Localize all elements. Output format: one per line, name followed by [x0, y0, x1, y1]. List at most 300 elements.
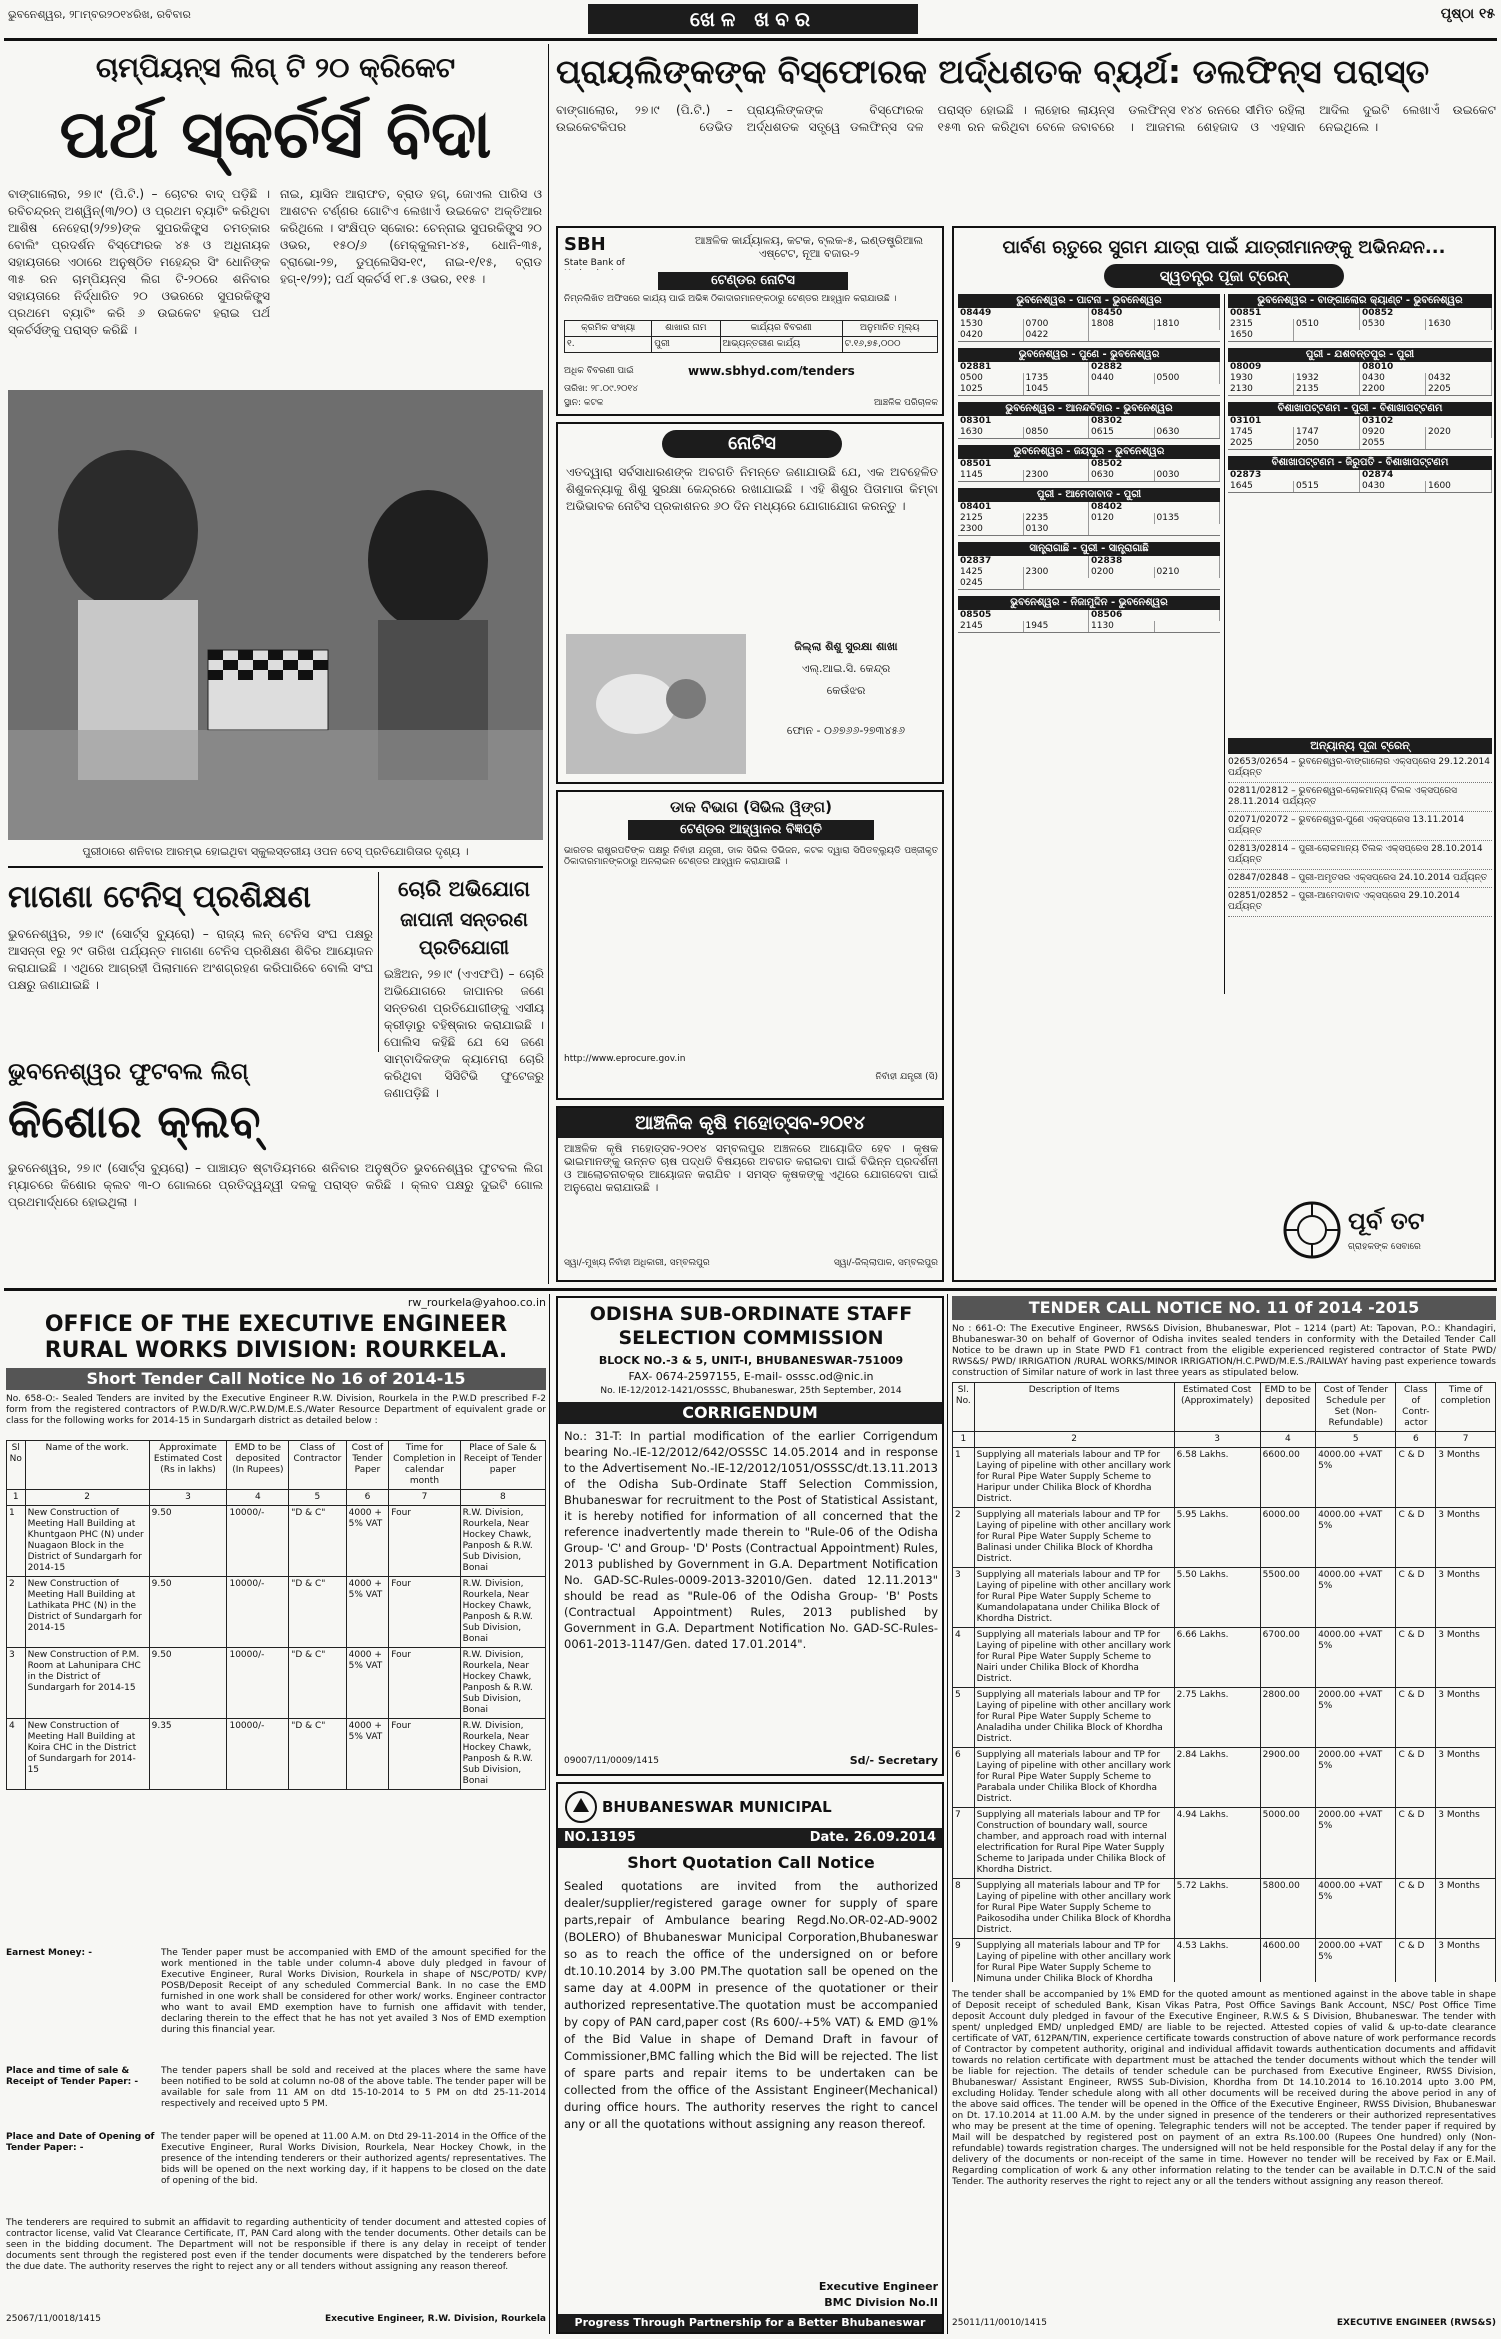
rw-table: [6, 1440, 546, 1940]
table-header-row: [953, 1383, 1496, 1432]
football-kicker: ଭୁବନେଶ୍ୱର ଫୁଟବଲ ଲିଗ୍: [8, 1059, 249, 1085]
table-header-cell: Description of Items: [974, 1383, 1174, 1432]
bmc-slogan: Progress Through Partnership for a Better Bhubaneswar: [558, 2314, 942, 2332]
table-cell: 6: [953, 1748, 975, 1808]
table-index-cell: 7: [389, 1490, 460, 1506]
lead-headline: ପର୍ଥ ସ୍କର୍ଚର୍ସ ବିଦା: [59, 96, 492, 173]
train-times: [958, 427, 1220, 438]
table-cell: 4.94 Lakhs.: [1174, 1808, 1260, 1879]
train-time: 0510: [1294, 319, 1360, 330]
train-time: 2200: [1360, 384, 1426, 395]
railway-puja-trains-ad: [952, 226, 1496, 1282]
railway-footer-sub: ଗ୍ରାହକଙ୍କ ସେବାରେ: [1348, 1242, 1421, 1252]
table-index-cell: 8: [460, 1490, 545, 1506]
sbh-th: କାର୍ଯ୍ୟର ବିବରଣୀ: [720, 321, 842, 337]
train-time: 2205: [1426, 384, 1492, 395]
table-index-cell: 2: [25, 1490, 149, 1506]
ossc-ref: No. IE-12/2012-1421/OSSSC, Bhubaneswar, 25th September, 2014: [600, 1386, 902, 1396]
postal-website-link[interactable]: http://www.eprocure.gov.in: [564, 1054, 686, 1064]
column-rule: [1224, 294, 1225, 994]
table-index-cell: 6: [346, 1490, 389, 1506]
table-row: [953, 1748, 1496, 1808]
japan-kicker: ଚୋରି ଅଭିଯୋଗ: [398, 877, 530, 901]
train-time: 0130: [1024, 524, 1090, 535]
train-time: 0200: [1089, 567, 1155, 578]
table-cell: 2: [7, 1577, 26, 1648]
train-time: 0030: [1155, 470, 1221, 481]
table-row: [953, 1628, 1496, 1688]
table-index-cell: 4: [227, 1490, 289, 1506]
train-number-down: 00852: [1360, 308, 1492, 319]
train-number-up: 02873: [1228, 470, 1360, 481]
train-time: 0432: [1426, 373, 1492, 384]
train-times: [958, 319, 1220, 341]
table-cell: 2000.00 +VAT 5%: [1316, 1939, 1396, 1983]
chess-photo-illustration: [8, 390, 543, 840]
table-cell: R.W. Division, Rourkela, Near Hockey Chawk, Panposh & R.W. Sub Division, Bonai: [460, 1648, 545, 1719]
table-header-cell: Time of completion: [1436, 1383, 1496, 1432]
train-route-block: [958, 348, 1220, 396]
table-cell: New Construction of Meeting Hall Building at Khuntgaon PHC (N) under Nuagaon Block in the District of Sundargarh for 2014-15: [25, 1506, 149, 1577]
sbh-intro: ନିମ୍ନଲିଖିତ ଅଫିସରେ କାର୍ଯ୍ୟ ପାଇଁ ଅଭିଜ୍ଞ ଠିକାଦାରମାନଙ୍କଠାରୁ ଟେଣ୍ଡର ଆହ୍ୱାନ କରାଯାଉଛି ।: [564, 294, 897, 304]
postal-tender-notice: [556, 790, 944, 1100]
train-route-block: [1228, 294, 1492, 342]
table-cell: 4000.00 +VAT 5%: [1316, 1568, 1396, 1628]
train-route-block: [1228, 456, 1492, 493]
train-time: 1745: [1228, 427, 1294, 438]
railway-routes-left: [958, 294, 1220, 994]
table-cell: Supplying all materials labour and TP for Laying of pipeline with other ancillary work for Rural Pipe Water Supply Scheme to Nimuna under Chilika Block of Khordha: [974, 1939, 1174, 1983]
sbh-tender-notice: [556, 226, 944, 416]
rwss-footer-text: The tender shall be accompanied by 1% EMD for the quoted amount as mentioned against in the above table in shape of Deposit receipt of scheduled Bank, Kisan Vikas Patra, Post Office Savings Bank Account, NSC/ Post Office Time deposit Account duly pledged in favour of the Executive Engineer, R.W.S & S Division, Bhubaneswar. The tender with spent/ unpledged EMD/ unpledged EMD/ are liable to be rejected. Attested copies of valid & up-to-date clearance certificate of VAT, 612PAN/TIN, experience certificate towards construction of above nature of work performance records of Contractor by competent authority, original and individual affidavit towards authentication documents and affidavit towards no relation certificate with department must be attached the tender documents without which the tender will be liable for rejection. The details of tender schedule can be purchased from Executive Engineer, RWSS Division, Bhubaneswar/ Assistant Engineer, RWSS Sub-Division, Khordha from Dt 14.10.2014 to 16.10.2014 upto 3.00 PM, excluding Holiday. Tender schedule along with all other documents will be received during the above period in any of the above said offices. The tender will be opened in the Office of the Executive Engineer, RWSS Division, Bhubaneswar on Dt. 17.10.2014 at 11.00 A.M. by the under signed in presence of the tenderers or their authorized representatives who may be present at the time of opening. Telegraphic tenders will not be accepted. The tender paper if required by Mail will be despatched by registered post on payment of an extra Rs.100.00 (Rupees One hundred) only (Non-refundable) towards registration charges. The undersigned will not be held responsible for the Postal delay if any for the delivery of the documents or non-receipt of the same in time. However no tender will be received by Fax or E.Mail. Regarding complication of work & any other information relating to the tender can be available in D.T.C.N of the said Tender. The authority reserves the right to reject any or all the tenders without assigning any reason thereof.: [952, 1990, 1496, 2187]
train-times: [958, 513, 1220, 535]
train-number-up: 08009: [1228, 362, 1360, 373]
ossc-body: No.: 31-T: In partial modification of the earlier Corrigendum bearing No.-IE-12/2012/642/OSSSC 14.05.2014 and in response to the Advertisement No.-IE-12/2012/1051/OSSSC/dt.13.11.2013 of the Odisha Sub-Ordinate Staff Selection Commission, Bhubaneswar for recruitment to the Post of Statistical Assistant, it is hereby notified for information of all concerned that the reference inadvertently made therein to "Rule-06 of the Odisha Group- 'C' and Group- 'D' Posts (Contractual Appointment) Rules, 2013 published by Government in G.A. Department Notification No. GAD-SC-Rules-0009-2013-32010/Gen. dated 12.11.2013" should be read as "Rule-06 of the Odisha Group- 'B' Posts (Contractual Appointment) Rules, 2013 published by Government in G.A. Department Notification No. GAD-SC-Rules-0061-2013-1147/Gen. dated 17.01.2014".: [564, 1429, 938, 1651]
notice-office-2: ଏଲ୍.ଆଇ.ସି. କେନ୍ଦ୍ର: [801, 662, 891, 675]
train-time: 1650: [1228, 330, 1294, 341]
train-time: 2020: [1426, 427, 1492, 438]
table-row: [953, 1808, 1496, 1879]
bmc-title: BHUBANESWAR MUNICIPAL: [602, 1798, 832, 1816]
train-numbers: [958, 459, 1220, 470]
table-cell: 2800.00: [1260, 1688, 1315, 1748]
sbh-website-label: ଅଧିକ ବିବରଣୀ ପାଇଁ: [564, 366, 634, 376]
table-cell: 4: [7, 1719, 26, 1790]
train-time: 0615: [1089, 427, 1155, 438]
train-time: 1130: [1089, 621, 1155, 632]
table-cell: 5.95 Lakhs.: [1174, 1508, 1260, 1568]
table-cell: 6.66 Lakhs.: [1174, 1628, 1260, 1688]
railway-other-label: ଅନ୍ୟାନ୍ୟ ପୂଜା ଟ୍ରେନ୍: [1228, 738, 1492, 754]
rw-office-line2: RURAL WORKS DIVISION: ROURKELA.: [44, 1338, 508, 1363]
table-cell: 9: [953, 1939, 975, 1983]
table-cell: 4000.00 +VAT 5%: [1316, 1508, 1396, 1568]
table-cell: R.W. Division, Rourkela, Near Hockey Chawk, Panposh & R.W. Sub Division, Bonai: [460, 1719, 545, 1790]
train-time: 1600: [1426, 481, 1492, 492]
rw-place-label: Place and time of sale & Receipt of Tender Paper: -: [6, 2066, 139, 2087]
krishi-title: ଆଞ୍ଚଳିକ କୃଷି ମହୋତ୍ସବ-୨୦୧୪: [558, 1108, 942, 1138]
rw-ref: 25067/11/0018/1415: [6, 2314, 101, 2324]
table-row: [953, 1879, 1496, 1939]
rwss-tender-notice: [952, 1296, 1496, 2336]
table-cell: C & D: [1396, 1879, 1436, 1939]
bmc-signature-1: Executive Engineer: [818, 2280, 938, 2293]
other-train-item: 02811/02812 – ଭୁବନେଶ୍ୱର-ଲୋକମାନ୍ୟ ତିଲକ ଏକ୍ସପ୍ରେସ 28.11.2014 ପର୍ଯ୍ୟନ୍ତ: [1228, 783, 1492, 812]
train-route-block: [1228, 402, 1492, 450]
train-time: 1945: [1024, 621, 1090, 632]
table-cell: C & D: [1396, 1808, 1436, 1879]
train-time: 1735: [1024, 373, 1090, 384]
train-number-up: 03101: [1228, 416, 1360, 427]
train-time: 1810: [1155, 319, 1221, 330]
railway-footer: [962, 1194, 1490, 1274]
sbh-date: ତାରିଖ: ୨୮.୦୯.୨୦୧୪: [564, 384, 638, 394]
dateline: ଭୁବନେଶ୍ୱର, ୨୮ାମ୍ବର୨୦୧୪ରିଖ, ରବିବାର: [8, 8, 191, 21]
train-route-block: [958, 294, 1220, 342]
train-times: [1228, 481, 1492, 492]
table-cell: 3: [953, 1568, 975, 1628]
train-time: 1045: [1024, 384, 1090, 395]
table-cell: 3 Months: [1436, 1879, 1496, 1939]
child-notice: [556, 422, 944, 784]
table-header-cell: Approximate Estimated Cost (Rs in lakhs): [149, 1441, 227, 1490]
train-numbers: [958, 502, 1220, 513]
column-rule: [947, 1294, 948, 2334]
table-cell: 2000.00 +VAT 5%: [1316, 1688, 1396, 1748]
train-number-down: 02838: [1089, 556, 1220, 567]
lead-body-col2: ନାଇ, ୟାସିନ ଆରାଫତ, ବ୍ରାଡ ହଗ୍, ଜୋଏଲ ପାରିସ ଓ ଆଶଟନ ଟର୍ଣ୍ଣର ଗୋଟିଏ ଲେଖାଏଁ ଉଇକେଟ ଅକ୍ତିଆର କରିଥିଲେ । ସଂକ୍ଷିପ୍ତ ସ୍କୋର: ଚେନ୍ନାଇ ସୁପରକିଙ୍ଗ୍ସ ୨୦ ଓଭର, ୧୫୦/୬ (ମେକ୍କୁଲମ-୪୫, ଧୋନି-୩୫, ବ୍ରାଭୋ-୨୭, ଡୁପ୍ଲେସିସ-୧୯, ନାଇ-୧/୧୫, ବ୍ରାଡ ହଗ୍-୧/୨୨); ପର୍ଥ ସ୍କର୍ଚର୍ସ ୧୮.୫ ଓଭର, ୧୧୫ ।: [280, 187, 542, 286]
sbh-place: ସ୍ଥାନ: କଟକ: [564, 398, 604, 408]
other-train-item: 02071/02072 – ଭୁବନେଶ୍ୱର-ପୁଣେ ଏକ୍ସପ୍ରେସ 13.11.2014 ପର୍ଯ୍ୟନ୍ତ: [1228, 812, 1492, 841]
krishi-sig-right: ସ୍ୱା/-ଜିଲ୍ଲାପାଳ, ସମ୍ବଲପୁର: [833, 1258, 938, 1268]
rw-opening-label: Place and Date of Opening of Tender Paper: -: [6, 2132, 155, 2153]
table-cell: 2000.00 +VAT 5%: [1316, 1808, 1396, 1879]
train-time: 0440: [1089, 373, 1155, 384]
table-cell: Supplying all materials labour and TP for Construction of boundary wall, source chamber, and approach road with internal electrification for Rural Pipe Water Supply Scheme to Jaripada under Chilika Block of Khordha District.: [974, 1808, 1174, 1879]
sbh-website-link[interactable]: www.sbhyd.com/tenders: [688, 364, 855, 378]
lead-body-col1: ବାଙ୍ଗାଲୋର, ୨୭।୯ (ପି.ଟି.) – ଚୋଟର ବାଦ୍ ପଡ଼ିଛି । ରବିଚନ୍ଦ୍ରନ୍ ଅଶ୍ୱିନ୍(୩/୨୦) ଓ ପ୍ରଥମ ବ୍ୟାଟିଂ କରିଥିବା ଆଶିଷ ନେହେରା(୨/୨୭)ଙ୍କ ସୁପରକିଙ୍ଗ୍ସ ଚମତ୍କାର ବୋଲିଂ ପ୍ରଦର୍ଶନ ବିସ୍ଫୋରକ ୪୫ ଓ ଅଧିନାୟକ ସହାୟତାରେ ଏଠାରେ ଅନୁଷ୍ଠିତ ମହେନ୍ଦ୍ର ସିଂ ଧୋନିଙ୍କ ୩୫ ରନ ଚାମ୍ପିୟନ୍ସ ଲିଗ ଟି-୨୦ରେ ଶନିବାର ସହାୟତାରେ ନିର୍ଦ୍ଧାରିତ ୨୦ ଓଭରରେ ସୁପରକିଙ୍ଗ୍ସ ପ୍ରଥମେ ବ୍ୟାଟିଂ କରି ୬ ଉଇକେଟ ହରାଇ ପର୍ଥ ସ୍କର୍ଚର୍ସଙ୍କୁ ପରାସ୍ତ କରିଛି ।: [8, 187, 270, 337]
train-time: 0210: [1155, 567, 1221, 578]
table-cell: 9.50: [149, 1506, 227, 1577]
table-cell: 1: [953, 1448, 975, 1508]
table-header-row: [7, 1441, 546, 1490]
train-numbers: [1228, 416, 1492, 427]
train-number-up: 08449: [958, 308, 1089, 319]
table-cell: "D & C": [289, 1719, 346, 1790]
train-route-name: ପୁରୀ - ଆମେଦାବାଦ - ପୁରୀ: [958, 488, 1220, 502]
table-cell: 3 Months: [1436, 1508, 1496, 1568]
ossc-corrigendum: [556, 1296, 944, 1776]
rw-footer-text: The tenderers are required to submit an affidavit to regarding authenticity of tender document and attested copies of contractor license, valid Vat Clearance Certificate, IT, PAN Card along with the tender documents. Other details can be seen in the bidding document. The Department will not be responsible if there is any delay in receipt of tender documents sent through the registered post even if the tender documents were dispatched by the tenderers before the due date. The authority reserves the right to reject any or all tenders without assigning any reason thereof.: [6, 2218, 546, 2272]
table-cell: 10000/-: [227, 1719, 289, 1790]
table-cell: 3 Months: [1436, 1568, 1496, 1628]
bmc-date: Date. 26.09.2014: [809, 1830, 936, 1845]
train-number-up: 08501: [958, 459, 1089, 470]
table-index-row: [953, 1432, 1496, 1448]
ossc-corrigendum-title: CORRIGENDUM: [558, 1402, 942, 1424]
train-time: 1747: [1294, 427, 1360, 438]
tennis-headline: ମାଗଣା ଟେନିସ୍ ପ୍ରଶିକ୍ଷଣ: [8, 879, 311, 915]
bmc-emblem-icon: [564, 1790, 598, 1824]
table-cell: 9.35: [149, 1719, 227, 1790]
table-cell: 10000/-: [227, 1506, 289, 1577]
train-numbers: [1228, 308, 1492, 319]
table-cell: Four: [389, 1506, 460, 1577]
dolphins-headline: ପ୍ରାୟଲିଙ୍କଙ୍କ ବିସ୍ଫୋରକ ଅର୍ଦ୍ଧଶତକ ବ୍ୟର୍ଥ: ଡଲଫିନ୍ସ ପରାସ୍ତ: [556, 52, 1430, 91]
train-time: 1932: [1294, 373, 1360, 384]
chess-photo: [8, 390, 543, 840]
table-cell: 10000/-: [227, 1648, 289, 1719]
table-cell: 2000.00 +VAT 5%: [1316, 1748, 1396, 1808]
table-index-cell: 4: [1260, 1432, 1315, 1448]
table-cell: 7: [953, 1808, 975, 1879]
train-time: 2300: [958, 524, 1024, 535]
train-route-block: [1228, 348, 1492, 396]
train-route-name: ଭୁବନେଶ୍ୱର - ବାଙ୍ଗାଲୋର କ୍ୟାଣ୍ଟ - ଭୁବନେଶ୍ୱର: [1228, 294, 1492, 308]
railway-title: ପାର୍ବଣ ଋତୁରେ ସୁଗମ ଯାତ୍ରା ପାଇଁ ଯାତ୍ରୀମାନଙ୍କୁ ଅଭିନନ୍ଦନ...: [1002, 237, 1446, 258]
train-time: 0430: [1360, 373, 1426, 384]
table-cell: 3 Months: [1436, 1688, 1496, 1748]
railway-routes-right: [1228, 294, 1492, 734]
train-number-down: 08402: [1089, 502, 1220, 513]
train-numbers: [958, 610, 1220, 621]
column-rule: [378, 872, 379, 1052]
postal-body: ଭାରତର ରାଷ୍ଟ୍ରପତିଙ୍କ ପକ୍ଷରୁ ନିର୍ବାହୀ ଯନ୍ତ୍ରୀ, ଡାକ ସିଭିଲ ଡିଭିଜନ, କଟକ ଦ୍ୱାରା ସିପିଡବ୍ଲ୍ୟୁଡି ପଞ୍ଜୀକୃତ ଠିକାଦାରମାନଙ୍କଠାରୁ ଅନଲାଇନ ଟେଣ୍ଡର ଆହ୍ୱାନ କରାଯାଉଛି ।: [564, 846, 938, 867]
table-cell: C & D: [1396, 1688, 1436, 1748]
ossc-title-2: SELECTION COMMISSION: [618, 1327, 884, 1349]
train-route-block: [958, 596, 1220, 633]
train-route-block: [958, 488, 1220, 536]
table-cell: 9.50: [149, 1648, 227, 1719]
table-row: [953, 1568, 1496, 1628]
notice-body: ଏତଦ୍ୱାରା ସର୍ବସାଧାରଣଙ୍କ ଅବଗତି ନିମନ୍ତେ ଜଣାଯାଉଛି ଯେ, ଏକ ଅବହେଳିତ ଶିଶୁକନ୍ୟାକୁ ଶିଶୁ ସୁରକ୍ଷା କେନ୍ଦ୍ରରେ ରଖାଯାଇଛି । ଏହି ଶିଶୁର ପିତାମାତା କିମ୍ବା ଅଭିଭାବକ ନୋଟିସ ପ୍ରକାଶନର ୬୦ ଦିନ ମଧ୍ୟରେ ଯୋଗାଯୋଗ କରନ୍ତୁ ।: [566, 465, 938, 513]
train-route-name: ବିଶାଖାପଟ୍ଟଣମ - ଜିରୁପତି - ବିଶାଖାପଟ୍ଟଣମ: [1228, 456, 1492, 470]
sbh-signature: ଆଞ୍ଚଳିକ ପରିଚାଳକ: [873, 398, 938, 408]
table-index-cell: 1: [953, 1432, 975, 1448]
sbh-office: ଆଞ୍ଚଳିକ କାର୍ଯ୍ୟାଳୟ, କଟକ, ବ୍ଲକ-୫, ଇଣ୍ଡଷ୍ଟ୍ରିଆଲ ଏଷ୍ଟେଟ, ନୂଆ ବଜାର-୨: [694, 234, 924, 260]
table-cell: Four: [389, 1648, 460, 1719]
rw-title: Short Tender Call Notice No 16 of 2014-15: [6, 1368, 546, 1390]
notice-office-3: କେଉଁଝର: [826, 684, 866, 697]
table-cell: Supplying all materials labour and TP for Laying of pipeline with other ancillary work for Rural Pipe Water Supply Scheme to Analadiha under Chilika Block of Khordha District.: [974, 1688, 1174, 1748]
table-cell: Four: [389, 1577, 460, 1648]
table-index-row: [7, 1490, 546, 1506]
train-time: 0700: [1024, 319, 1090, 330]
table-cell: C & D: [1396, 1568, 1436, 1628]
table-index-cell: 3: [1174, 1432, 1260, 1448]
train-time: 1630: [1426, 319, 1492, 330]
train-route-name: ସାନ୍ତ୍ରାଗାଛି - ପୁରୀ - ସାନ୍ତ୍ରାଗାଛି: [958, 542, 1220, 556]
train-number-up: 08505: [958, 610, 1089, 621]
bmc-body: Sealed quotations are invited from the authorized dealer/supplier/registered garage owner for supply of spare parts,repair of Ambulance bearing Regd.No.OR-02-AD-9002 (BOLERO) of Bhubaneswar Municipal Corporation,Bhubaneswar so as to reach the office of the undersigned on or before dt.10.10.2014 by 3.00 PM.The quotation sall be opened on the same day at 4.00PM in presence of the quotationer or their authorized representative.The quotation must be accompanied by copy of PAN card,paper cost (Rs 600/-+5% VAT) & EMD @1% of the Bid Value in shape of Demand Draft in favour of Commissioner,BMC falling which the Bid will be rejected. The list of spare parts and repair items to be undertaken can be collected from the office of the Assistant Engineer(Mechanical) during office hours. The authority reserves the right to cancel any or all the quotations without assigning any reason thereof.: [564, 1879, 938, 2131]
railway-logo-icon: [1282, 1200, 1342, 1260]
train-time: 2300: [1024, 567, 1090, 578]
ossc-ref2: 09007/11/0009/1415: [564, 1756, 659, 1766]
table-cell: Supplying all materials labour and TP for Laying of pipeline with other ancillary work for Rural Pipe Water Supply Scheme to Parabala under Chilika Block of Khordha District.: [974, 1748, 1174, 1808]
table-cell: 5.72 Lakhs.: [1174, 1879, 1260, 1939]
table-row: [7, 1648, 546, 1719]
train-time: 1808: [1089, 319, 1155, 330]
train-times: [1228, 319, 1492, 341]
rw-intro: No. 658-O:- Sealed Tenders are invited by the Executive Engineer R.W. Division, Rourkela in the P.W.D prescribed F-2 form from the registered contractors of P.W.D/R.W/C.P.W.D/M.E.S./Water Resource Department of equivalent grade or class for the following works for 2014-15 in Sundargarh district as detailed below :: [6, 1394, 546, 1426]
table-header-cell: Class of Contr-actor: [1396, 1383, 1436, 1432]
train-number-up: 08301: [958, 416, 1089, 427]
table-cell: 1: [7, 1506, 26, 1577]
ossc-signature: Sd/- Secretary: [849, 1754, 938, 1767]
rule: [8, 866, 543, 868]
table-cell: 3 Months: [1436, 1628, 1496, 1688]
rw-opening-text: The tender paper will be opened at 11.00 A.M. on Dtd 29-11-2014 in the Office of the Executive Engineer, Rural Works Division, Rourkela, Near Hockey Chowk, in the presence of the intending tenderers or their authorized agents/ representatives. The bids will be opened on the next working day, if it happens to be closed on the date of opening of the bid.: [161, 2132, 546, 2186]
table-cell: C & D: [1396, 1508, 1436, 1568]
table-cell: 5: [953, 1688, 975, 1748]
ossc-address: BLOCK NO.-3 & 5, UNIT-I, BHUBANESWAR-751009: [598, 1354, 904, 1367]
table-cell: 6600.00: [1260, 1448, 1315, 1508]
column-rule: [548, 44, 549, 1284]
train-time: 1645: [1228, 481, 1294, 492]
table-cell: C & D: [1396, 1939, 1436, 1983]
train-numbers: [958, 362, 1220, 373]
train-time: 0515: [1294, 481, 1360, 492]
other-train-item: 02851/02852 – ପୁରୀ-ଆମେଦାବାଦ ଏକ୍ସପ୍ରେସ 29.10.2014 ପର୍ଯ୍ୟନ୍ତ: [1228, 888, 1492, 917]
train-time: 2315: [1228, 319, 1294, 330]
train-time: 1025: [958, 384, 1024, 395]
table-row: [7, 1577, 546, 1648]
table-header-cell: Sl. No.: [953, 1383, 975, 1432]
railway-subtitle: ସ୍ୱତନ୍ତ୍ର ପୂଜା ଟ୍ରେନ୍: [1104, 264, 1344, 288]
train-route-name: ବିଶାଖାପଟ୍ଟଣମ - ପୁରୀ - ବିଶାଖାପଟ୍ଟଣମ: [1228, 402, 1492, 416]
train-time: 2125: [958, 513, 1024, 524]
table-row: [7, 1506, 546, 1577]
table-cell: C & D: [1396, 1748, 1436, 1808]
krishi-body: ଆଞ୍ଚଳିକ କୃଷି ମହୋତ୍ସବ-୨୦୧୪ ସମ୍ବଲପୁର ଅଞ୍ଚଳରେ ଆୟୋଜିତ ହେବ । କୃଷକ ଭାଇମାନଙ୍କୁ ଉନ୍ନତ ଚାଷ ପଦ୍ଧତି ବିଷୟରେ ଅବଗତ କରାଇବା ପାଇଁ ବିଭିନ୍ନ ପ୍ରଦର୍ଶନୀ ଓ ଆଲୋଚନାଚକ୍ର ଆୟୋଜନ କରାଯିବ । ସମସ୍ତ କୃଷକଙ୍କୁ ଏଥିରେ ଯୋଗଦେବା ପାଇଁ ଅନୁରୋଧ କରାଯାଉଛି ।: [564, 1142, 938, 1194]
table-cell: 3 Months: [1436, 1748, 1496, 1808]
rw-place-text: The tender papers shall be sold and received at the places where the same have been notified to be sold at column no-08 of the above table. The tender paper will be available for sale from 11 AM on dtd 15-10-2014 to 5 PM on dtd 25-11-2014 respectively and received upto 5 PM.: [161, 2066, 546, 2109]
table-index-cell: 5: [1316, 1432, 1396, 1448]
train-time: 1930: [1228, 373, 1294, 384]
section-title: ଖେଳ ଖବର: [588, 4, 918, 34]
train-route-name: ଭୁବନେଶ୍ୱର - ପାଟନା - ଭୁବନେଶ୍ୱର: [958, 294, 1220, 308]
train-time: 0530: [1360, 319, 1426, 330]
table-cell: "D & C": [289, 1577, 346, 1648]
notice-office-1: ଜିଲ୍ଲା ଶିଶୁ ସୁରକ୍ଷା ଶାଖା: [794, 640, 898, 653]
train-times: [1228, 373, 1492, 395]
table-cell: Supplying all materials labour and TP for Laying of pipeline with other ancillary work for Rural Pipe Water Supply Scheme to Nairi under Chilika Block of Khordha District.: [974, 1628, 1174, 1688]
table-cell: 5800.00: [1260, 1879, 1315, 1939]
train-number-down: 02882: [1089, 362, 1220, 373]
train-time: 2130: [1228, 384, 1294, 395]
table-index-cell: 6: [1396, 1432, 1436, 1448]
train-time: 1530: [958, 319, 1024, 330]
train-number-up: 00851: [1228, 308, 1360, 319]
train-time: 2025: [1228, 438, 1294, 449]
sbh-tender-title: ଟେଣ୍ଡର ନୋଟିସ: [658, 272, 848, 290]
train-numbers: [958, 308, 1220, 319]
train-number-down: 08450: [1089, 308, 1220, 319]
table-index-cell: 2: [974, 1432, 1174, 1448]
train-times: [958, 470, 1220, 481]
train-route-name: ଭୁବନେଶ୍ୱର - ନିଜାମୁଦ୍ଦିନ - ଭୁବନେଶ୍ୱର: [958, 596, 1220, 610]
table-index-cell: 7: [1436, 1432, 1496, 1448]
notice-phone: ଫୋନ - ୦୬୭୬୬-୨୭୩୪୫୬: [786, 724, 906, 737]
train-time: 0422: [1024, 330, 1090, 341]
masthead-rule: [4, 38, 1497, 41]
football-headline: କିଶୋର କ୍ଲବ୍: [8, 1095, 261, 1148]
bmc-quotation-notice: [556, 1782, 944, 2334]
train-numbers: [958, 556, 1220, 567]
other-train-item: 02847/02848 – ପୁରୀ-ଅମୃତସର ଏକ୍ସପ୍ରେସ 24.10.2014 ପର୍ଯ୍ୟନ୍ତ: [1228, 870, 1492, 888]
table-cell: New Construction of Meeting Hall Building at Koira CHC in the District of Sundargarh for 2014-15: [25, 1719, 149, 1790]
table-header-cell: Time for Completion in calendar month: [389, 1441, 460, 1490]
rw-signature: Executive Engineer, R.W. Division, Rourkela: [325, 2314, 546, 2324]
rural-works-tender: [6, 1296, 548, 2336]
train-time: 2300: [1024, 470, 1090, 481]
train-numbers: [1228, 470, 1492, 481]
train-time: 2145: [958, 621, 1024, 632]
table-header-cell: Cost of Tender Schedule per Set (Non-Refundable): [1316, 1383, 1396, 1432]
dolphins-body: ବାଙ୍ଗାଲୋର, ୨୭।୯ (ପି.ଟି.) – ଉଇକେଟକିପର ଡେଭିଡ ପ୍ରାୟଲିଙ୍କଙ୍କ ବିସ୍ଫୋରକ ଅର୍ଦ୍ଧଶତକ ସତ୍ତ୍ୱେ ଡଲଫିନ୍ସ ଦଳ ପରାସ୍ତ ହୋଇଛି । ଲାହୋର ଲାୟନ୍ସ ୧୫୩ ରନ କରିଥିବା ବେଳେ ଜବାବରେ ଡଲଫିନ୍ସ ୧୪୪ ରନରେ ସୀମିତ ରହିଲା । ଆଜମଲ ଶେହଜାଦ ଓ ଏହସାନ ଆଦିଲ ଦୁଇଟି ଲେଖାଏଁ ଉଇକେଟ ନେଇଥିଲେ ।: [556, 103, 1496, 134]
train-number-up: 08401: [958, 502, 1089, 513]
table-cell: 5.50 Lakhs.: [1174, 1568, 1260, 1628]
lead-kicker: ଚାମ୍ପିୟନ୍ସ ଲିଗ୍ ଟି ୨୦ କ୍ରିକେଟ: [95, 51, 456, 84]
table-cell: 2.84 Lakhs.: [1174, 1748, 1260, 1808]
table-cell: 2: [953, 1508, 975, 1568]
table-cell: 4: [953, 1628, 975, 1688]
table-cell: Supplying all materials labour and TP for Laying of pipeline with other ancillary work for Rural Pipe Water Supply Scheme to Haripur under Chilika Block of Khordha District.: [974, 1448, 1174, 1508]
train-route-block: [958, 402, 1220, 439]
train-times: [958, 621, 1220, 632]
bmc-signature-2: BMC Division No.II: [824, 2296, 938, 2309]
table-header-cell: Class of Contractor: [289, 1441, 346, 1490]
train-time: 1630: [958, 427, 1024, 438]
table-cell: 9.50: [149, 1577, 227, 1648]
train-route-name: ଭୁବନେଶ୍ୱର - ଆନନ୍ଦବିହାର - ଭୁବନେଶ୍ୱର: [958, 402, 1220, 416]
train-time: 0430: [1360, 481, 1426, 492]
section-rule: [4, 1288, 1497, 1291]
other-train-item: 02813/02814 – ପୁରୀ-ଲୋକମାନ୍ୟ ତିଲକ ଏକ୍ସପ୍ରେସ 28.10.2014 ପର୍ଯ୍ୟନ୍ତ: [1228, 841, 1492, 870]
rwss-intro: No : 661-O: The Executive Engineer, RWS&S Division, Bhubaneswar, Plot – 1214 (part) At: Tapovan, P.O.: Khandagiri, Bhubaneswar-30 on behalf of Governor of Odisha invites sealed tenders in conformity with the Detailed Tender Call Notice to be drawn up in State PWD F1 contract from the eligible experienced registered contractor of State PWD/ RWS&S/ PWD/ IRRIGATION /RURAL WORKS/MINOR IRRIGATION/H.C.PWD/M.E.S./RAILWAY having past experience towards construction of Similar nature of work in last three years as stipulated below.: [952, 1324, 1496, 1378]
sbh-logo: SBH: [564, 234, 606, 255]
krishi-mahotsav-notice: [556, 1106, 944, 1282]
train-number-down: 02874: [1360, 470, 1492, 481]
table-cell: 4000 + 5% VAT: [346, 1648, 389, 1719]
train-time: 1425: [958, 567, 1024, 578]
sbh-th: ଅନୁମାନିତ ମୂଲ୍ୟ: [842, 321, 937, 337]
sbh-logo-sub: State Bank of: [564, 258, 625, 268]
train-number-down: 08502: [1089, 459, 1220, 470]
train-time: 2050: [1294, 438, 1360, 449]
table-index-cell: 5: [289, 1490, 346, 1506]
table-cell: 6700.00: [1260, 1628, 1315, 1688]
train-time: 0135: [1155, 513, 1221, 524]
train-time: 1145: [958, 470, 1024, 481]
football-body: ଭୁବନେଶ୍ୱର, ୨୭।୯ (ସୋର୍ଟ୍ସ ବ୍ୟୁରୋ) – ପାଞ୍ଚାୟତ ଷ୍ଟାଡିୟମରେ ଶନିବାର ଅନୁଷ୍ଠିତ ଭୁବନେଶ୍ୱର ଫୁଟବଲ ଲିଗ ମ୍ୟାଚରେ କିଶୋର କ୍ଲବ ୩-୦ ଗୋଲରେ ପ୍ରତିଦ୍ୱନ୍ଦ୍ୱୀ ଦଳକୁ ପରାସ୍ତ କରିଛି । କ୍ଲବ ପକ୍ଷରୁ ଦୁଇଟି ଗୋଲ ପ୍ରଥମାର୍ଦ୍ଧରେ ହୋଇଥିଲା ।: [8, 1161, 543, 1209]
train-time: 2055: [1360, 438, 1426, 449]
train-time: 2235: [1024, 513, 1090, 524]
train-time: 0420: [958, 330, 1024, 341]
train-time: 0920: [1360, 427, 1426, 438]
railway-footer-name: ପୂର୍ବ ତଟ: [1348, 1207, 1425, 1235]
table-cell: 3 Months: [1436, 1448, 1496, 1508]
ossc-contact: FAX- 0674-2597155, E-mail- osssc.od@nic.in: [628, 1370, 874, 1383]
other-train-item: 02653/02654 – ଭୁବନେଶ୍ୱର-ବାଙ୍ଗାଲୋର ଏକ୍ସପ୍ରେସ 29.12.2014 ପର୍ଯ୍ୟନ୍ତ: [1228, 754, 1492, 783]
japan-body: ଇଞ୍ଚିଅନ, ୨୭।୯ (ଏଏଫପି) – ଚୋରି ଅଭିଯୋଗରେ ଜାପାନର ଜଣେ ସନ୍ତରଣ ପ୍ରତିଯୋଗୀଙ୍କୁ ଏସୀୟ କ୍ରୀଡ଼ାରୁ ବହିଷ୍କାର କରାଯାଇଛି । ପୋଲିସ କହିଛି ଯେ ସେ ଜଣେ ସାମ୍ବାଦିକଙ୍କ କ୍ୟାମେରା ଚୋରି କରିଥିବା ସିସିଟିଭି ଫୁଟେଜରୁ ଜଣାପଡ଼ିଛି ।: [384, 967, 544, 1100]
train-number-down: 08506: [1089, 610, 1220, 621]
table-cell: C & D: [1396, 1448, 1436, 1508]
train-number-down: 08010: [1360, 362, 1492, 373]
page-label: ପୃଷ୍ଠା ୧୫: [1440, 6, 1495, 22]
table-cell: 5000.00: [1260, 1808, 1315, 1879]
table-cell: 4000 + 5% VAT: [346, 1719, 389, 1790]
